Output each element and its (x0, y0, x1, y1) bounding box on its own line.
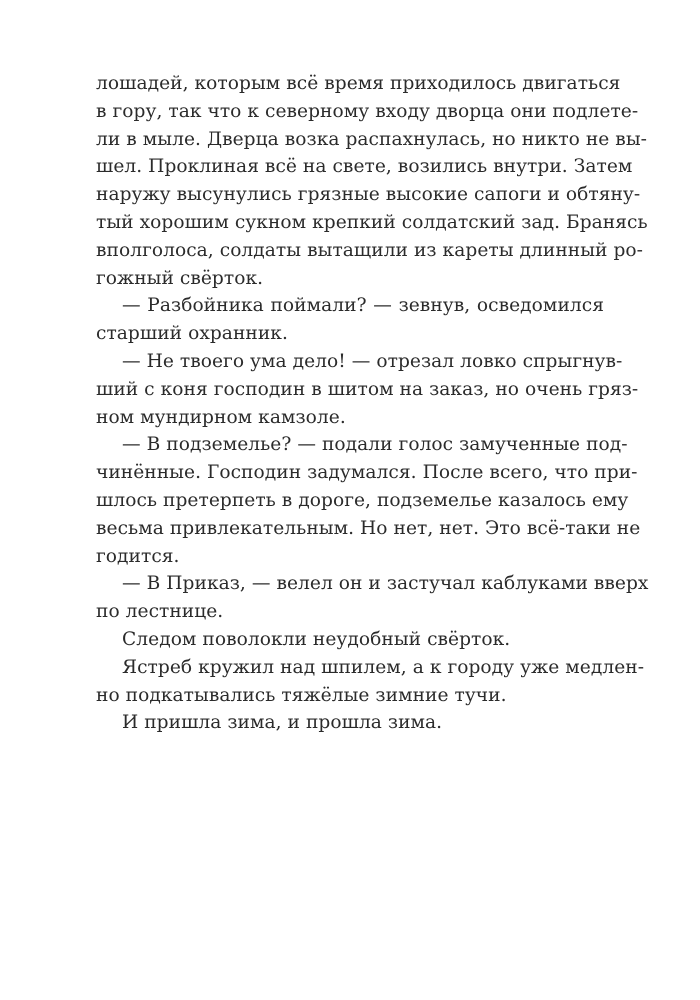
paragraph (96, 70, 648, 292)
text-line: — В Приказ, — велел он и застучал каблуками вверх (122, 573, 649, 595)
text-line: годится. (96, 545, 180, 567)
paragraph (96, 431, 641, 570)
text-line: старший охранник. (96, 323, 288, 345)
text-line: И пришла зима, и прошла зима. (122, 712, 443, 734)
paragraph (96, 626, 604, 654)
text-line: чинённые. Господин задумался. После всего, что при- (96, 462, 638, 484)
paragraph (96, 570, 649, 626)
page-body (96, 70, 649, 737)
paragraph (96, 292, 604, 348)
text-line: шлось претерпеть в дороге, подземелье казалось ему (96, 489, 629, 511)
text-line: весьма привлекательным. Но нет, нет. Это всё-таки не (96, 517, 641, 539)
text-line: тый хорошим сукном крепкий солдатский зад. Бранясь (96, 211, 648, 233)
text-line: вполголоса, солдаты вытащили из кареты длинный ро- (96, 239, 643, 261)
text-line: — Не твоего ума дело! — отрезал ловко спрыгнув- (122, 350, 623, 372)
text-line: ном мундирном камзоле. (96, 406, 346, 428)
text-line: ли в мыле. Дверца возка распахнулась, но никто не вы- (96, 128, 648, 150)
text-line: ший с коня господин в шитом на заказ, но очень гряз- (96, 378, 639, 400)
text-line: Следом поволокли неудобный свёрток. (122, 628, 511, 650)
text-line: по лестнице. (96, 601, 224, 623)
text-line: в гору, так что к северному входу дворца они подлете- (96, 100, 639, 122)
text-line: — В подземелье? — подали голос замученные под- (122, 434, 628, 456)
text-line: лошадей, которым всё время приходилось двигаться (96, 73, 621, 94)
paragraph (96, 654, 645, 710)
text-line: гожный свёрток. (96, 267, 264, 289)
text-line: Ястреб кружил над шпилем, а к городу уже медлен- (122, 656, 645, 678)
text-line: — Разбойника поймали? — зевнув, осведомился (122, 295, 604, 317)
paragraph (96, 348, 639, 431)
text-line: наружу высунулись грязные высокие сапоги и обтяну- (96, 184, 641, 206)
text-line: но подкатывались тяжёлые зимние тучи. (96, 684, 507, 706)
text-line: шел. Проклиная всё на свете, возились внутри. Затем (96, 156, 633, 178)
paragraph (96, 709, 604, 737)
